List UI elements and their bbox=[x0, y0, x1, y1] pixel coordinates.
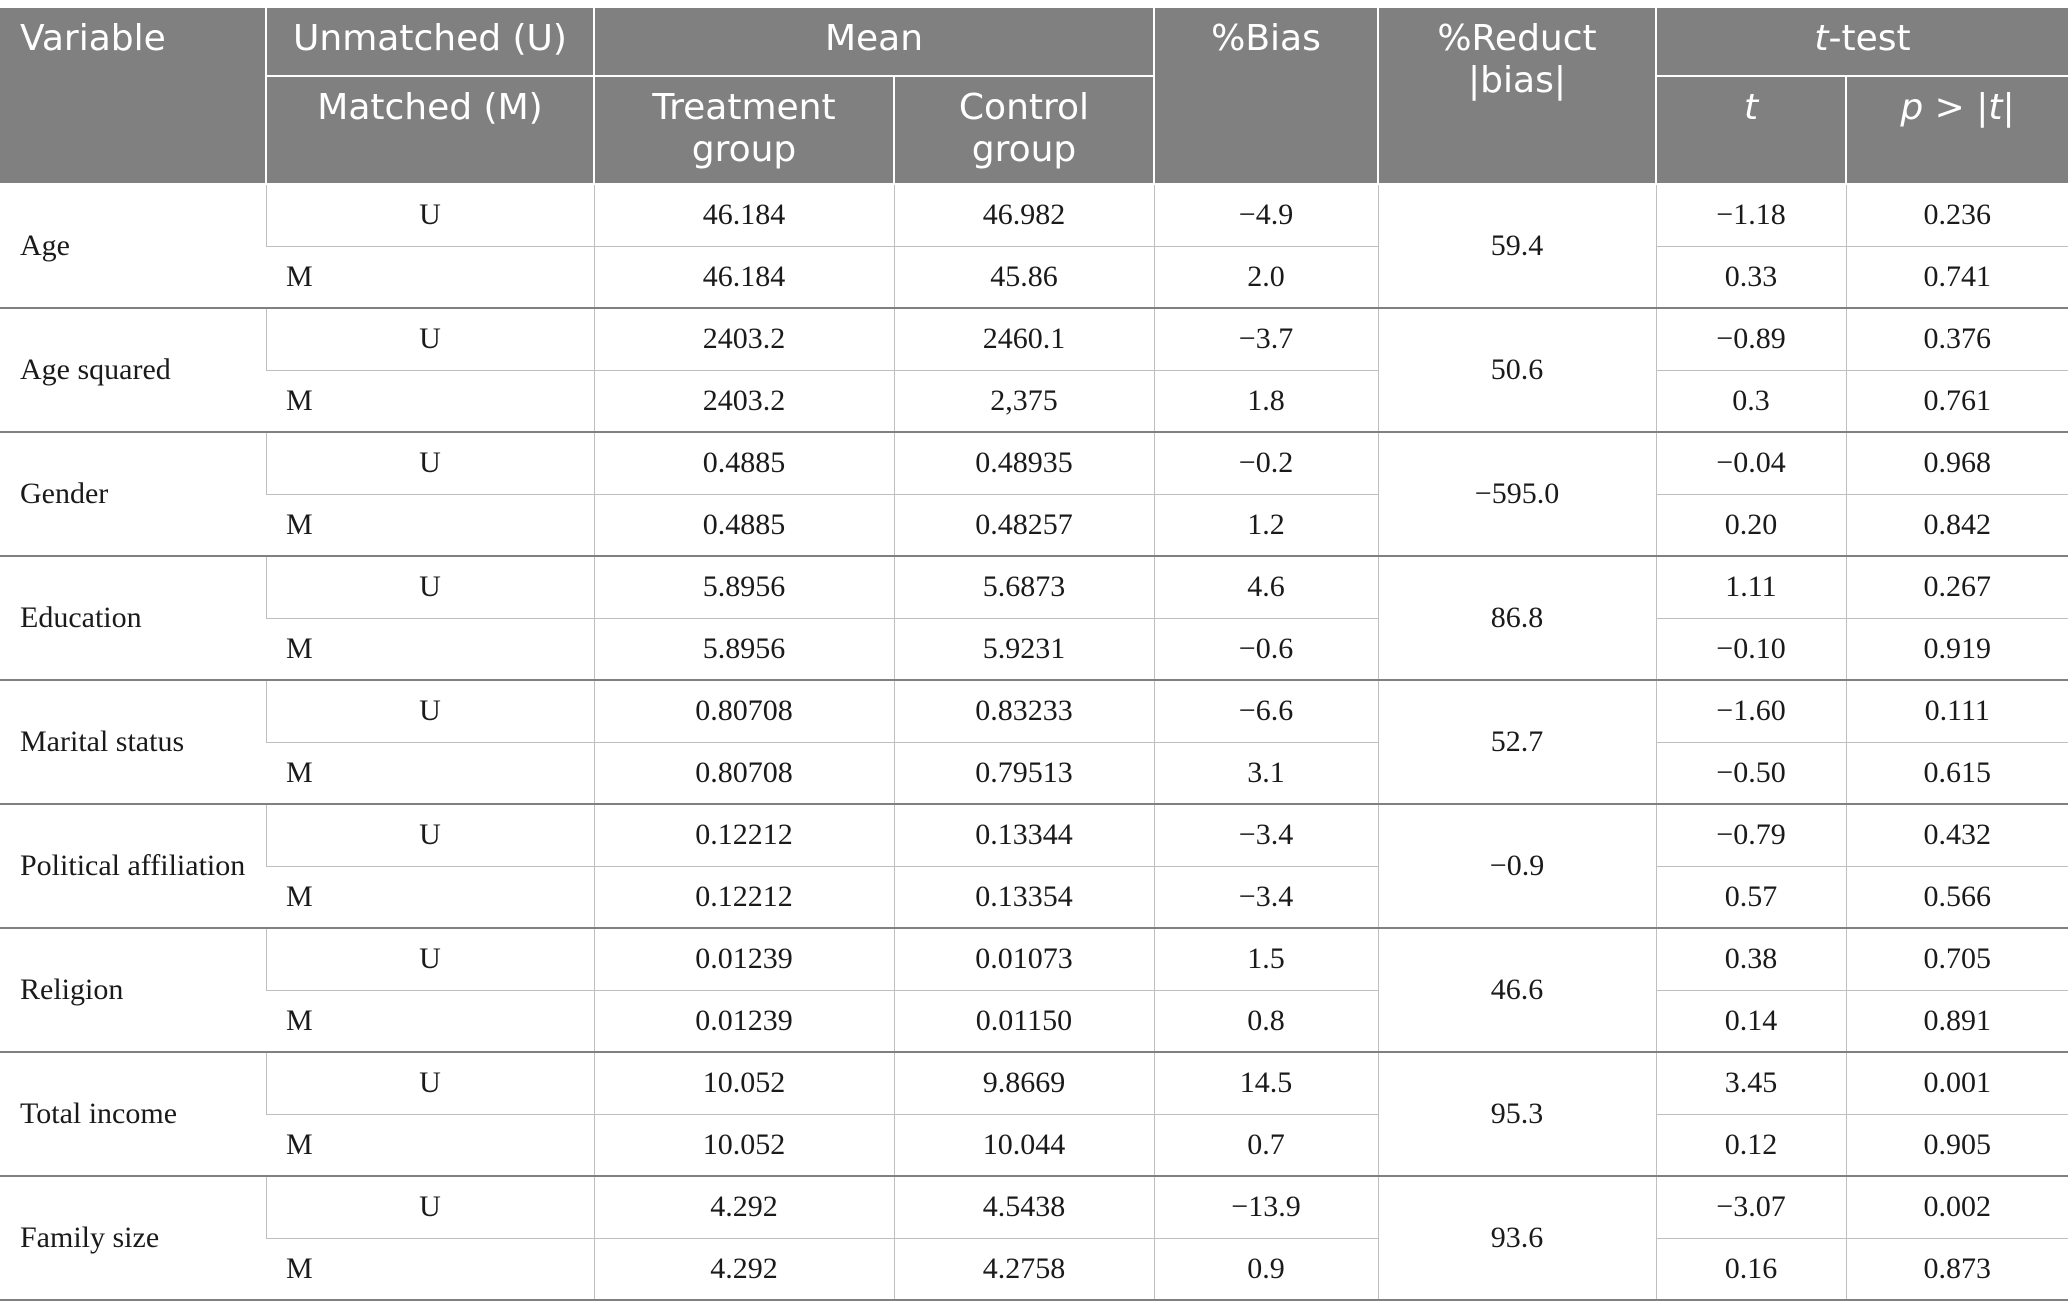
reduct-bias-cell: 93.6 bbox=[1378, 1176, 1656, 1300]
control-mean-cell: 0.01150 bbox=[894, 990, 1154, 1052]
bias-cell: 0.8 bbox=[1154, 990, 1378, 1052]
header-variable: Variable bbox=[0, 8, 266, 184]
treatment-mean-cell: 0.4885 bbox=[594, 432, 894, 494]
t-stat-cell: 0.38 bbox=[1656, 928, 1846, 990]
control-mean-cell: 4.5438 bbox=[894, 1176, 1154, 1238]
header-ttest-t: t bbox=[1814, 18, 1829, 59]
table-row-unmatched bbox=[0, 1176, 2068, 1238]
control-mean-cell: 0.79513 bbox=[894, 742, 1154, 804]
control-mean-cell: 0.83233 bbox=[894, 680, 1154, 742]
table-row-unmatched bbox=[0, 804, 2068, 866]
p-value-cell: 0.566 bbox=[1846, 866, 2068, 928]
header-p bbox=[1846, 76, 2068, 184]
bias-cell: −6.6 bbox=[1154, 680, 1378, 742]
variable-cell: Marital status bbox=[0, 680, 266, 804]
sample-label-cell: M bbox=[266, 990, 594, 1052]
table-row-matched bbox=[0, 1114, 2068, 1176]
control-mean-cell: 0.48257 bbox=[894, 494, 1154, 556]
treatment-mean-cell: 0.01239 bbox=[594, 990, 894, 1052]
control-mean-cell: 0.01073 bbox=[894, 928, 1154, 990]
balance-table bbox=[0, 8, 2068, 1301]
bias-cell: 1.2 bbox=[1154, 494, 1378, 556]
p-value-cell: 0.919 bbox=[1846, 618, 2068, 680]
treatment-mean-cell: 0.12212 bbox=[594, 804, 894, 866]
t-stat-cell: −0.79 bbox=[1656, 804, 1846, 866]
table-row-matched bbox=[0, 494, 2068, 556]
table-row-unmatched bbox=[0, 556, 2068, 618]
treatment-mean-cell: 0.80708 bbox=[594, 742, 894, 804]
bias-cell: 0.7 bbox=[1154, 1114, 1378, 1176]
reduct-bias-cell: 86.8 bbox=[1378, 556, 1656, 680]
treatment-mean-cell: 0.12212 bbox=[594, 866, 894, 928]
sample-label-cell: M bbox=[266, 246, 594, 308]
control-mean-cell: 2,375 bbox=[894, 370, 1154, 432]
bias-cell: 2.0 bbox=[1154, 246, 1378, 308]
treatment-mean-cell: 5.8956 bbox=[594, 618, 894, 680]
bias-cell: 14.5 bbox=[1154, 1052, 1378, 1114]
header-p-prefix: p bbox=[1900, 87, 1924, 128]
p-value-cell: 0.873 bbox=[1846, 1238, 2068, 1300]
bias-cell: 0.9 bbox=[1154, 1238, 1378, 1300]
table-header bbox=[0, 8, 2068, 184]
t-stat-cell: −0.89 bbox=[1656, 308, 1846, 370]
header-reduct bbox=[1378, 8, 1656, 184]
t-stat-cell: −0.10 bbox=[1656, 618, 1846, 680]
p-value-cell: 0.001 bbox=[1846, 1052, 2068, 1114]
table-row-matched bbox=[0, 742, 2068, 804]
variable-cell: Total income bbox=[0, 1052, 266, 1176]
header-mean: Mean bbox=[594, 8, 1154, 76]
control-mean-cell: 45.86 bbox=[894, 246, 1154, 308]
p-value-cell: 0.111 bbox=[1846, 680, 2068, 742]
control-mean-cell: 0.48935 bbox=[894, 432, 1154, 494]
header-unmatched: Unmatched (U) bbox=[266, 8, 594, 76]
table-row-matched bbox=[0, 1238, 2068, 1300]
sample-label-cell: U bbox=[266, 556, 594, 618]
treatment-mean-cell: 0.80708 bbox=[594, 680, 894, 742]
t-stat-cell: 0.14 bbox=[1656, 990, 1846, 1052]
reduct-bias-cell: 46.6 bbox=[1378, 928, 1656, 1052]
p-value-cell: 0.615 bbox=[1846, 742, 2068, 804]
bias-cell: −13.9 bbox=[1154, 1176, 1378, 1238]
table-row-matched bbox=[0, 370, 2068, 432]
control-mean-cell: 0.13344 bbox=[894, 804, 1154, 866]
header-p-middle: > | bbox=[1923, 87, 1989, 128]
header-bias: %Bias bbox=[1154, 8, 1378, 184]
control-mean-cell: 5.9231 bbox=[894, 618, 1154, 680]
table-row-unmatched bbox=[0, 1052, 2068, 1114]
treatment-mean-cell: 46.184 bbox=[594, 184, 894, 246]
t-stat-cell: 0.12 bbox=[1656, 1114, 1846, 1176]
sample-label-cell: U bbox=[266, 804, 594, 866]
table-row-unmatched bbox=[0, 680, 2068, 742]
p-value-cell: 0.267 bbox=[1846, 556, 2068, 618]
sample-label-cell: M bbox=[266, 618, 594, 680]
sample-label-cell: U bbox=[266, 432, 594, 494]
treatment-mean-cell: 10.052 bbox=[594, 1114, 894, 1176]
t-stat-cell: 0.3 bbox=[1656, 370, 1846, 432]
reduct-bias-cell: 95.3 bbox=[1378, 1052, 1656, 1176]
reduct-bias-cell: 52.7 bbox=[1378, 680, 1656, 804]
reduct-bias-cell: −595.0 bbox=[1378, 432, 1656, 556]
t-stat-cell: 1.11 bbox=[1656, 556, 1846, 618]
control-mean-cell: 2460.1 bbox=[894, 308, 1154, 370]
control-mean-cell: 0.13354 bbox=[894, 866, 1154, 928]
header-treatment-group: Treatment group bbox=[594, 76, 894, 184]
table-row-unmatched bbox=[0, 308, 2068, 370]
treatment-mean-cell: 0.4885 bbox=[594, 494, 894, 556]
bias-cell: 1.8 bbox=[1154, 370, 1378, 432]
bias-cell: −0.6 bbox=[1154, 618, 1378, 680]
treatment-mean-cell: 5.8956 bbox=[594, 556, 894, 618]
sample-label-cell: M bbox=[266, 742, 594, 804]
t-stat-cell: 0.57 bbox=[1656, 866, 1846, 928]
variable-cell: Religion bbox=[0, 928, 266, 1052]
variable-cell: Age squared bbox=[0, 308, 266, 432]
reduct-bias-cell: 59.4 bbox=[1378, 184, 1656, 308]
variable-cell: Family size bbox=[0, 1176, 266, 1300]
control-mean-cell: 4.2758 bbox=[894, 1238, 1154, 1300]
table-row-unmatched bbox=[0, 928, 2068, 990]
bias-cell: −4.9 bbox=[1154, 184, 1378, 246]
table-row-unmatched bbox=[0, 432, 2068, 494]
bias-cell: −0.2 bbox=[1154, 432, 1378, 494]
variable-cell: Age bbox=[0, 184, 266, 308]
p-value-cell: 0.002 bbox=[1846, 1176, 2068, 1238]
header-ttest-suffix: -test bbox=[1828, 18, 1911, 59]
sample-label-cell: U bbox=[266, 1176, 594, 1238]
control-mean-cell: 9.8669 bbox=[894, 1052, 1154, 1114]
sample-label-cell: M bbox=[266, 866, 594, 928]
table-row-matched bbox=[0, 990, 2068, 1052]
header-reduct-line1: %Reduct bbox=[1437, 18, 1597, 59]
treatment-mean-cell: 46.184 bbox=[594, 246, 894, 308]
t-stat-cell: −1.60 bbox=[1656, 680, 1846, 742]
treatment-mean-cell: 0.01239 bbox=[594, 928, 894, 990]
sample-label-cell: M bbox=[266, 1114, 594, 1176]
sample-label-cell: U bbox=[266, 928, 594, 990]
header-ttest bbox=[1656, 8, 2068, 76]
header-control-group: Control group bbox=[894, 76, 1154, 184]
p-value-cell: 0.432 bbox=[1846, 804, 2068, 866]
bias-cell: −3.4 bbox=[1154, 866, 1378, 928]
p-value-cell: 0.842 bbox=[1846, 494, 2068, 556]
variable-cell: Political affiliation bbox=[0, 804, 266, 928]
t-stat-cell: 0.33 bbox=[1656, 246, 1846, 308]
bias-cell: 3.1 bbox=[1154, 742, 1378, 804]
p-value-cell: 0.891 bbox=[1846, 990, 2068, 1052]
header-t-label: t bbox=[1743, 87, 1759, 128]
p-value-cell: 0.741 bbox=[1846, 246, 2068, 308]
table-row-matched bbox=[0, 246, 2068, 308]
sample-label-cell: M bbox=[266, 494, 594, 556]
header-t bbox=[1656, 76, 1846, 184]
treatment-mean-cell: 2403.2 bbox=[594, 308, 894, 370]
table-row-matched bbox=[0, 618, 2068, 680]
control-mean-cell: 5.6873 bbox=[894, 556, 1154, 618]
reduct-bias-cell: −0.9 bbox=[1378, 804, 1656, 928]
table-body bbox=[0, 184, 2068, 1300]
control-mean-cell: 46.982 bbox=[894, 184, 1154, 246]
table-row-unmatched bbox=[0, 184, 2068, 246]
t-stat-cell: 3.45 bbox=[1656, 1052, 1846, 1114]
variable-cell: Education bbox=[0, 556, 266, 680]
bias-cell: 1.5 bbox=[1154, 928, 1378, 990]
p-value-cell: 0.376 bbox=[1846, 308, 2068, 370]
header-matched: Matched (M) bbox=[266, 76, 594, 184]
t-stat-cell: −0.50 bbox=[1656, 742, 1846, 804]
treatment-mean-cell: 4.292 bbox=[594, 1176, 894, 1238]
sample-label-cell: U bbox=[266, 184, 594, 246]
header-p-italic: t bbox=[1988, 87, 2003, 128]
control-mean-cell: 10.044 bbox=[894, 1114, 1154, 1176]
bias-cell: 4.6 bbox=[1154, 556, 1378, 618]
header-reduct-line2: |bias| bbox=[1468, 60, 1566, 101]
t-stat-cell: 0.16 bbox=[1656, 1238, 1846, 1300]
p-value-cell: 0.236 bbox=[1846, 184, 2068, 246]
treatment-mean-cell: 10.052 bbox=[594, 1052, 894, 1114]
header-p-suffix: | bbox=[2002, 87, 2015, 128]
bias-cell: −3.4 bbox=[1154, 804, 1378, 866]
p-value-cell: 0.968 bbox=[1846, 432, 2068, 494]
p-value-cell: 0.705 bbox=[1846, 928, 2068, 990]
p-value-cell: 0.761 bbox=[1846, 370, 2068, 432]
bias-cell: −3.7 bbox=[1154, 308, 1378, 370]
p-value-cell: 0.905 bbox=[1846, 1114, 2068, 1176]
sample-label-cell: M bbox=[266, 1238, 594, 1300]
t-stat-cell: −0.04 bbox=[1656, 432, 1846, 494]
t-stat-cell: −3.07 bbox=[1656, 1176, 1846, 1238]
sample-label-cell: M bbox=[266, 370, 594, 432]
reduct-bias-cell: 50.6 bbox=[1378, 308, 1656, 432]
t-stat-cell: 0.20 bbox=[1656, 494, 1846, 556]
variable-cell: Gender bbox=[0, 432, 266, 556]
sample-label-cell: U bbox=[266, 1052, 594, 1114]
treatment-mean-cell: 2403.2 bbox=[594, 370, 894, 432]
sample-label-cell: U bbox=[266, 308, 594, 370]
sample-label-cell: U bbox=[266, 680, 594, 742]
t-stat-cell: −1.18 bbox=[1656, 184, 1846, 246]
table-row-matched bbox=[0, 866, 2068, 928]
treatment-mean-cell: 4.292 bbox=[594, 1238, 894, 1300]
